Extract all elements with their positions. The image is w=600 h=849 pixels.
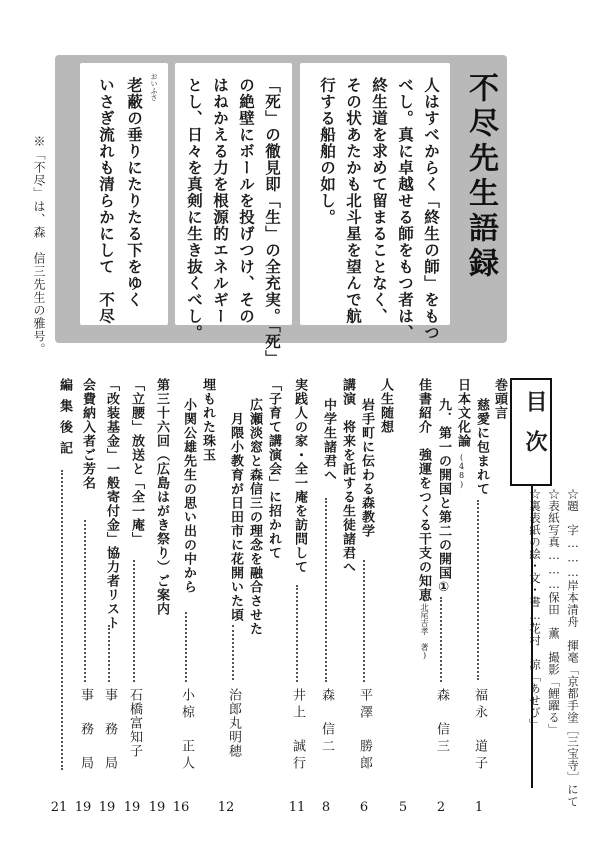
toc-leader	[185, 612, 189, 682]
toc-author: 治郎丸明穂	[226, 688, 241, 758]
poem-line-2: いさぎ流れも清らかにして 不尽	[97, 77, 116, 325]
toc-page: 16	[172, 800, 190, 815]
credit-back-cover: ☆裏表紙の絵・文・書…花村 涼「あせび」	[528, 488, 542, 731]
toc-entry-kaiso[interactable]: 「改装基金」一般寄付金」協力者リスト	[104, 378, 119, 630]
toc-author: 事 務 局	[78, 688, 93, 773]
toc-leader	[108, 625, 112, 682]
quote-2-line-3: はねかえる力を根源的エネルギー	[211, 77, 230, 325]
toc-page: 6	[359, 800, 369, 815]
quote-card-2	[175, 63, 292, 367]
toc-entry-jissenjin[interactable]: 実践人の家・全一庵を訪問して	[292, 378, 307, 574]
toc-entry-iwate[interactable]: 岩手町に伝わる森教学	[359, 398, 374, 538]
toc-page: 8	[321, 800, 331, 815]
toc-page: 1	[474, 800, 484, 815]
poem-line-1: 老蔽の垂りにたりたる下をゆく	[125, 77, 144, 308]
toc-leader	[477, 500, 481, 680]
toc-leader	[61, 470, 65, 770]
toc-author: 森 信三	[434, 688, 449, 756]
toc-leader	[296, 585, 300, 682]
toc-leader	[363, 560, 367, 682]
credit-title-calligraphy: ☆題 字………岸本清舟 揮毫「京都手塗［三宝寺］にて	[566, 488, 580, 808]
credit-cover-photo: ☆表紙写真………保田 薫 撮影「鯉躍る」	[547, 488, 561, 736]
toc-author: 事 務 局	[102, 688, 117, 773]
toc-page: 2	[436, 800, 446, 815]
toc-entry-kosodate[interactable]: 「子育て講演会」に招かれて	[266, 378, 281, 560]
toc-entry-koseki[interactable]: 小関公雄先生の思い出の中から	[181, 398, 196, 594]
toc-entry-nihon-bunka[interactable]: 日本文化論	[455, 378, 470, 448]
toc-heading: 目次	[522, 390, 547, 470]
toc-author: 小椋 正人	[179, 688, 194, 773]
toc-page: 5	[398, 800, 408, 815]
toc-author: 福永 道子	[472, 688, 487, 773]
toc-entry-ritsuyo[interactable]: 「立腰」放送と「全一庵」	[129, 378, 144, 546]
toc-entry-koen[interactable]: 講演 将来を託する生徒諸君へ	[340, 378, 355, 574]
quote-2-line-2: の絶壁にボールを投げつけ、その	[237, 77, 256, 325]
toc-heading-box	[510, 378, 552, 486]
toc-entry-tsukiguma[interactable]: 月隈小教育が日田市に花開いた頃	[228, 412, 243, 622]
poem-card	[80, 63, 168, 325]
toc-book-author: (北尾吉孝 著)	[420, 594, 429, 660]
toc-entry-jinsei-zuiso[interactable]: 人生随想	[378, 378, 393, 434]
toc-leader	[440, 597, 444, 682]
quote-1-line-2: べし。真に卓越せる師をもつ者は、	[396, 77, 415, 341]
toc-page: 19	[98, 800, 116, 815]
page-title: 不尽先生語録	[463, 72, 498, 282]
toc-page: 19	[74, 800, 92, 815]
toc-page: 11	[288, 800, 306, 815]
footnote: ※「不尽」は、森 信三先生の雅号。	[32, 135, 46, 356]
toc-entry-umoreta[interactable]: 埋もれた珠玉	[200, 378, 215, 462]
toc-page: 19	[123, 800, 141, 815]
toc-leader	[232, 625, 236, 680]
toc-entry-henshu[interactable]: 編集後記	[57, 378, 72, 462]
poem-ruby: おいふさ	[150, 73, 158, 101]
quote-2-line-1: 「死」の徹見即「生」の全充実。「死」	[263, 77, 282, 367]
quote-1-line-4: その状あたかも北斗星を望んで航	[344, 77, 363, 325]
quote-1-line-3: 終生道を求めて留まることなく、	[370, 77, 389, 325]
toc-page: 19	[148, 800, 166, 815]
quote-card-1	[300, 63, 450, 341]
toc-author: 平澤 勝郎	[357, 688, 372, 773]
toc-entry-kasho[interactable]: 佳書紹介 強運をつくる干支の知恵	[416, 378, 431, 602]
toc-entry-kantogen[interactable]: 巻頭言	[492, 378, 507, 420]
toc-author: 井上 誠行	[290, 688, 305, 773]
toc-entry-hirose[interactable]: 広瀬淡窓と森信三の理念を融合させた	[247, 398, 262, 636]
quote-2-line-4: とし、日々を真剣に生き抜くべし。	[185, 77, 204, 341]
toc-author: 森 信二	[319, 688, 334, 756]
toc-series-number: (48)	[457, 453, 466, 489]
toc-author: 石橋富知子	[127, 688, 142, 758]
toc-leader	[325, 498, 329, 682]
toc-entry-kaikoku[interactable]: 九．第一の開国と第二の開国①	[436, 398, 451, 596]
toc-entry-jiai[interactable]: 慈愛に包まれて	[474, 398, 489, 496]
quote-1-line-1: 人はすべからく「終生の師」をもつ	[422, 77, 441, 341]
toc-leader	[133, 560, 137, 682]
toc-entry-chugakusei[interactable]: 中学生諸君へ	[321, 398, 336, 482]
toc-entry-hagaki[interactable]: 第三十六回（広島はがき祭り）ご案内	[154, 378, 169, 616]
quote-1-line-5: 行する船舶の如し。	[318, 77, 337, 226]
toc-page: 21	[50, 800, 68, 815]
toc-leader	[84, 520, 88, 682]
toc-entry-kaihi[interactable]: 会費納入者ご芳名	[80, 378, 95, 490]
toc-page: 12	[217, 800, 235, 815]
